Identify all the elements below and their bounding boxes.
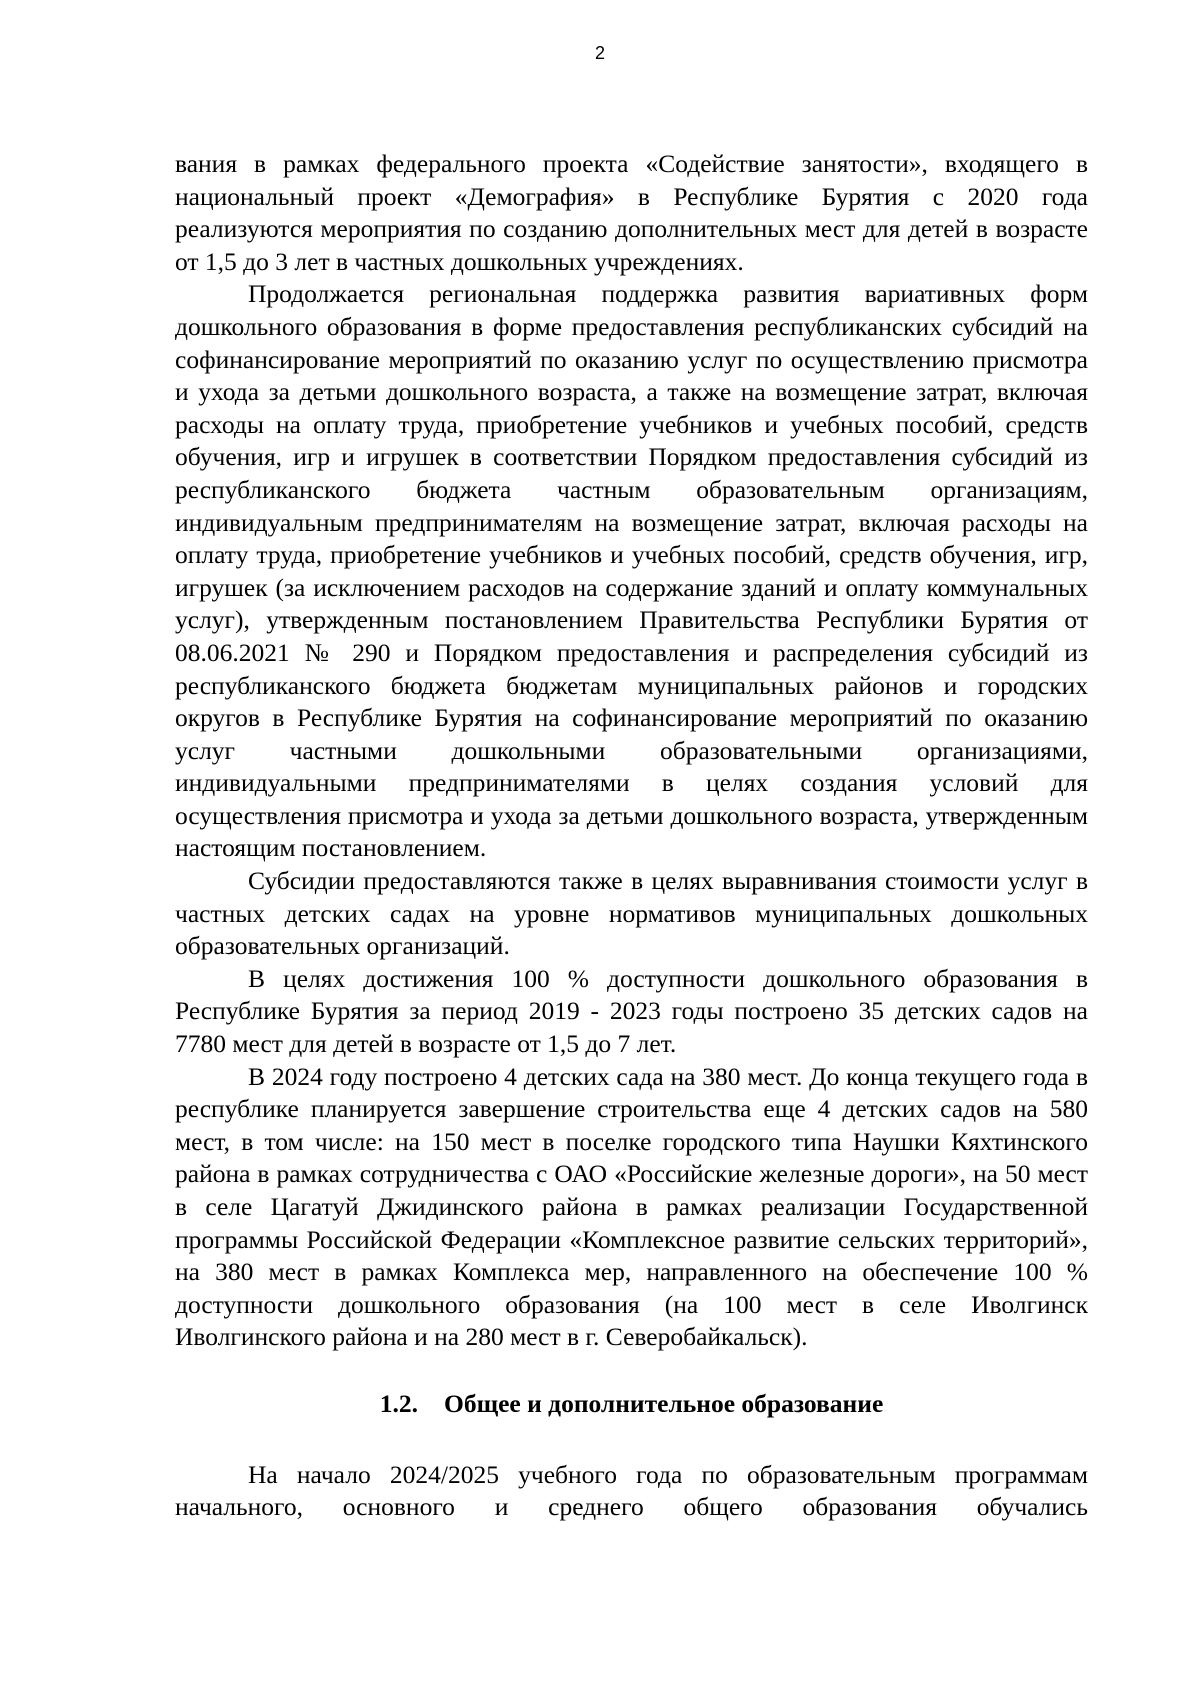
paragraph-kindergartens-2019-2023: В целях достижения 100 % доступности дошкольного образования в Республике Бурятия за период 2019 - 2023 годы построено 35 детских садов на 7780 мест для детей в возрасте от 1,5 до 7 лет. [175, 963, 1088, 1059]
paragraph-kindergartens-2024: В 2024 году построено 4 детских сада на 380 мест. До конца текущего года в республике планируется завершение строительства еще 4 детских садов на 580 мест, в том числе: на 150 мест в поселке городского типа Наушки Кяхтинского района в рамках сотрудничества с ОАО «Российские железные дороги», на 50 мест в селе Цагатуй Джидинского района в рамках реализации Государственной программы Российской Федерации «Комплексное развитие сельских территорий», на 380 мест в рамках Комплекса мер, направленного на обеспечение 100 % доступности дошкольного образования (на 100 мест в селе Иволгинск Иволгинского района и на 280 мест в г. Северобайкальск). [175, 1061, 1088, 1352]
paragraph-subsidies: Субсидии предоставляются также в целях выравнивания стоимости услуг в частных детских садах на уровне нормативов муниципальных дошкольных образовательных организаций. [175, 866, 1088, 961]
document-body [175, 148, 1088, 1524]
paragraph-continuation: вания в рамках федерального проекта «Содействие занятости», входящего в национальный проект «Демография» в Республике Бурятия с 2020 года реализуются мероприятия по созданию дополнительных мест для детей в возрасте от 1,5 до 3 лет в частных дошкольных учреждениях. [175, 149, 1088, 276]
section-title: Общее и дополнительное образование [443, 1388, 884, 1418]
section-heading [175, 1388, 1088, 1421]
paragraph-section-start: На начало 2024/2025 учебного года по образовательным программам начального, основного и среднего общего образования обучались [175, 1459, 1088, 1522]
paragraph-regional-support: Продолжается региональная поддержка развития вариативных форм дошкольного образования в форме предоставления республиканских субсидий на софинансирование мероприятий по оказанию услуг по осуществлению присмотра и ухода за детьми дошкольного возраста, а также на возмещение затрат, включая расходы на оплату труда, приобретение учебников и учебных пособий, средств обучения, игр и игрушек в соответствии Порядком предоставления субсидий из республиканского бюджета частным образовательным организациям, индивидуальным предпринимателям на возмещение затрат, включая расходы на оплату труда, приобретение учебников и учебных пособий, средств обучения, игр, игрушек (за исключением расходов на содержание зданий и оплату коммунальных услуг), утвержденным постановлением Правительства Республики Бурятия от 08.06.2021 № 290 и Порядком предоставления и распределения субсидий из республиканского бюджета бюджетам муниципальных районов и городских округов в Республике Бурятия на софинансирование мероприятий по оказанию услуг частными дошкольными образовательными организациями, индивидуальными предпринимателями в целях создания условий для осуществления присмотра и ухода за детьми дошкольного возраста, утвержденным настоящим постановлением. [175, 279, 1088, 863]
page-number: 2 [594, 43, 605, 63]
section-number: 1.2. [379, 1388, 418, 1418]
